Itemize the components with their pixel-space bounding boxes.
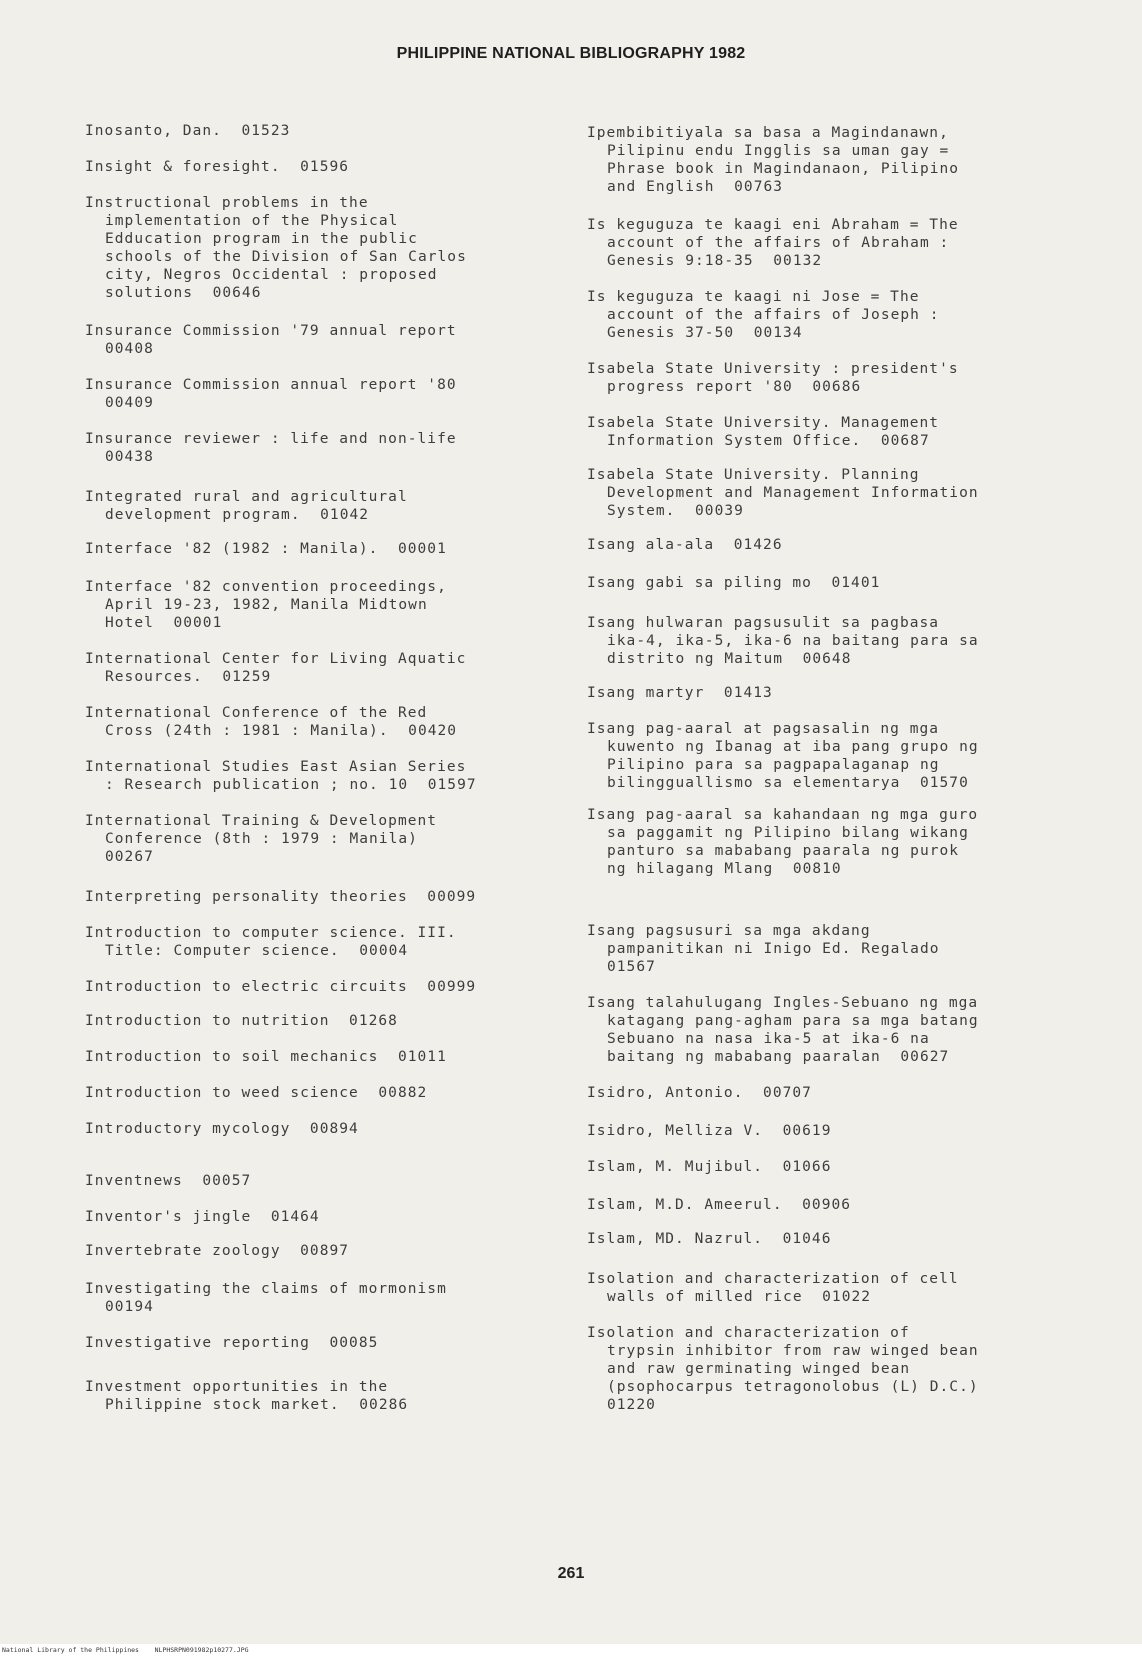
entry-continuation-line: 01567 <box>607 959 656 975</box>
entry-heading-line: Instructional problems in the <box>85 195 369 211</box>
entry-heading-line: Isidro, Antonio. 00707 <box>587 1085 812 1101</box>
entry-heading-line: Inventnews 00057 <box>85 1173 252 1189</box>
bibliography-entry <box>85 122 555 140</box>
bibliography-entry <box>587 1324 1057 1414</box>
bibliography-entry <box>85 1172 555 1190</box>
bibliography-entry <box>587 720 1057 792</box>
entry-heading-line: International Center for Living Aquatic <box>85 651 467 667</box>
entry-heading-line: Isang pag-aaral sa kahandaan ng mga guro <box>587 807 979 823</box>
entry-continuation-line: schools of the Division of San Carlos <box>105 249 467 265</box>
entry-continuation-line: pampanitikan ni Inigo Ed. Regalado <box>607 941 940 957</box>
entry-continuation-line: sa paggamit ng Pilipino bilang wikang <box>607 825 969 841</box>
entry-continuation-line: and raw germinating winged bean <box>607 1361 911 1377</box>
bibliography-entry <box>587 124 1057 196</box>
entry-heading-line: Inventor's jingle 01464 <box>85 1209 320 1225</box>
entry-heading-line: Islam, M.D. Ameerul. 00906 <box>587 1197 852 1213</box>
entry-continuation-line: solutions 00646 <box>105 285 262 301</box>
entry-continuation-line: and English 00763 <box>607 179 784 195</box>
bibliography-entry <box>85 1242 555 1260</box>
bibliography-entry <box>587 1122 1057 1140</box>
entry-continuation-line: ika-4, ika-5, ika-6 na baitang para sa <box>607 633 979 649</box>
bibliography-entry <box>85 1378 555 1414</box>
entry-continuation-line: 00438 <box>105 449 154 465</box>
bibliography-entry <box>85 1084 555 1102</box>
bibliography-entry <box>587 1230 1057 1248</box>
entry-heading-line: Investigating the claims of mormonism <box>85 1281 447 1297</box>
entry-continuation-line: Title: Computer science. 00004 <box>105 943 409 959</box>
entry-continuation-line: Hotel 00001 <box>105 615 223 631</box>
bibliography-entry <box>587 684 1057 702</box>
entry-heading-line: Insurance Commission annual report '80 <box>85 377 457 393</box>
entry-heading-line: Investment opportunities in the <box>85 1379 389 1395</box>
bibliography-entry <box>85 978 555 996</box>
entry-heading-line: Insurance reviewer : life and non-life <box>85 431 457 447</box>
bibliography-entry <box>85 924 555 960</box>
entry-continuation-line: (psophocarpus tetragonolobus (L) D.C.) <box>607 1379 979 1395</box>
entry-continuation-line: distrito ng Maitum 00648 <box>607 651 852 667</box>
bibliography-entry <box>587 414 1057 450</box>
entry-continuation-line: development program. 01042 <box>105 507 370 523</box>
entry-continuation-line: 00408 <box>105 341 154 357</box>
bibliography-entry <box>85 1280 555 1316</box>
entry-continuation-line: Information System Office. 00687 <box>607 433 930 449</box>
bibliography-entry <box>85 158 555 176</box>
entry-heading-line: Isidro, Melliza V. 00619 <box>587 1123 832 1139</box>
entry-continuation-line: walls of milled rice 01022 <box>607 1289 872 1305</box>
bibliography-entry <box>587 536 1057 554</box>
entry-continuation-line: Cross (24th : 1981 : Manila). 00420 <box>105 723 458 739</box>
entry-continuation-line: account of the affairs of Joseph : <box>607 307 940 323</box>
entry-heading-line: Invertebrate zoology 00897 <box>85 1243 350 1259</box>
bibliography-entry <box>85 430 555 466</box>
entry-continuation-line: implementation of the Physical <box>105 213 399 229</box>
entry-heading-line: International Studies East Asian Series <box>85 759 467 775</box>
entry-continuation-line: Edducation program in the public <box>105 231 418 247</box>
entry-continuation-line: katagang pang-agham para sa mga batang <box>607 1013 979 1029</box>
entry-heading-line: Isang martyr 01413 <box>587 685 773 701</box>
entry-heading-line: Ipembibitiyala sa basa a Magindanawn, <box>587 125 949 141</box>
page-title: PHILIPPINE NATIONAL BIBLIOGRAPHY 1982 <box>396 45 746 62</box>
entry-heading-line: Interface '82 convention proceedings, <box>85 579 447 595</box>
bibliography-entry <box>587 574 1057 592</box>
entry-heading-line: Insight & foresight. 01596 <box>85 159 350 175</box>
entry-heading-line: International Training & Development <box>85 813 438 829</box>
entry-heading-line: Insurance Commission '79 annual report <box>85 323 457 339</box>
entry-continuation-line: progress report '80 00686 <box>607 379 862 395</box>
entry-heading-line: Islam, M. Mujibul. 01066 <box>587 1159 832 1175</box>
bibliography-entry <box>85 194 555 302</box>
entry-continuation-line: bilingguallismo sa elementarya 01570 <box>607 775 969 791</box>
bibliography-entry <box>587 1158 1057 1176</box>
entry-heading-line: Is keguguza te kaagi eni Abraham = The <box>587 217 959 233</box>
bibliography-entry <box>85 540 555 558</box>
bibliography-entry <box>85 758 555 794</box>
entry-heading-line: Isang hulwaran pagsusulit sa pagbasa <box>587 615 940 631</box>
entry-continuation-line: Pilipino para sa pagpapalaganap ng <box>607 757 940 773</box>
entry-heading-line: Introductory mycology 00894 <box>85 1121 359 1137</box>
entry-continuation-line: Sebuano na nasa ika-5 at ika-6 na <box>607 1031 930 1047</box>
bibliography-entry <box>85 1208 555 1226</box>
entry-heading-line: Interpreting personality theories 00099 <box>85 889 477 905</box>
entry-heading-line: Introduction to nutrition 01268 <box>85 1013 398 1029</box>
bibliography-entry <box>587 1196 1057 1214</box>
entry-continuation-line: Resources. 01259 <box>105 669 272 685</box>
bibliography-entry <box>587 806 1057 878</box>
bibliography-entry <box>85 578 555 632</box>
entry-continuation-line: 00194 <box>105 1299 154 1315</box>
entry-continuation-line: System. 00039 <box>607 503 744 519</box>
entry-continuation-line: : Research publication ; no. 10 01597 <box>105 777 477 793</box>
entry-heading-line: Is keguguza te kaagi ni Jose = The <box>587 289 920 305</box>
bibliography-entry <box>85 488 555 524</box>
entry-heading-line: Introduction to computer science. III. <box>85 925 457 941</box>
bibliography-entry <box>587 614 1057 668</box>
entry-heading-line: Isang ala-ala 01426 <box>587 537 783 553</box>
entry-continuation-line: Conference (8th : 1979 : Manila) <box>105 831 418 847</box>
entry-heading-line: Isolation and characterization of <box>587 1325 910 1341</box>
entry-continuation-line: April 19-23, 1982, Manila Midtown <box>105 597 428 613</box>
entry-continuation-line: Pilipinu endu Ingglis sa uman gay = <box>607 143 950 159</box>
bibliography-entry <box>587 1270 1057 1306</box>
bibliography-entry <box>587 288 1057 342</box>
entry-heading-line: Inosanto, Dan. 01523 <box>85 123 291 139</box>
page-number: 261 <box>557 1565 585 1582</box>
entry-heading-line: Introduction to electric circuits 00999 <box>85 979 477 995</box>
entry-heading-line: Isang gabi sa piling mo 01401 <box>587 575 881 591</box>
entry-heading-line: Investigative reporting 00085 <box>85 1335 379 1351</box>
entry-heading-line: Introduction to weed science 00882 <box>85 1085 428 1101</box>
entry-continuation-line: Genesis 37-50 00134 <box>607 325 803 341</box>
entry-heading-line: Isabela State University. Planning <box>587 467 920 483</box>
entry-continuation-line: Development and Management Information <box>607 485 979 501</box>
entry-continuation-line: Philippine stock market. 00286 <box>105 1397 409 1413</box>
bibliography-entry <box>587 1084 1057 1102</box>
bibliography-entry <box>85 322 555 358</box>
entry-continuation-line: city, Negros Occidental : proposed <box>105 267 438 283</box>
bibliography-entry <box>85 1120 555 1138</box>
entry-heading-line: Isolation and characterization of cell <box>587 1271 959 1287</box>
entry-continuation-line: Genesis 9:18-35 00132 <box>607 253 823 269</box>
entry-heading-line: Interface '82 (1982 : Manila). 00001 <box>85 541 447 557</box>
entry-heading-line: Integrated rural and agricultural <box>85 489 408 505</box>
bibliography-entry <box>587 360 1057 396</box>
bibliography-entry <box>587 922 1057 976</box>
entry-heading-line: Isabela State University : president's <box>587 361 959 377</box>
entry-heading-line: Isang talahulugang Ingles-Sebuano ng mga <box>587 995 979 1011</box>
entry-heading-line: International Conference of the Red <box>85 705 428 721</box>
entry-heading-line: Isang pagsusuri sa mga akdang <box>587 923 871 939</box>
entry-continuation-line: Phrase book in Magindanaon, Pilipino <box>607 161 960 177</box>
bibliography-entry <box>85 1012 555 1030</box>
bibliography-entry <box>85 376 555 412</box>
entry-continuation-line: account of the affairs of Abraham : <box>607 235 950 251</box>
entry-heading-line: Islam, MD. Nazrul. 01046 <box>587 1231 832 1247</box>
entry-continuation-line: 00409 <box>105 395 154 411</box>
entry-continuation-line: ng hilagang Mlang 00810 <box>607 861 842 877</box>
entry-heading-line: Isabela State University. Management <box>587 415 940 431</box>
entry-continuation-line: panturo sa mababang paarala ng purok <box>607 843 960 859</box>
entry-heading-line: Isang pag-aaral at pagsasalin ng mga <box>587 721 940 737</box>
bibliography-entry <box>85 1334 555 1352</box>
scan-credit: National Library of the Philippines NLPHSRPN091982p10277.JPG <box>2 1646 249 1654</box>
bibliography-entry <box>85 888 555 906</box>
bibliography-entry <box>587 466 1057 520</box>
bibliography-entry <box>85 704 555 740</box>
entry-continuation-line: trypsin inhibitor from raw winged bean <box>607 1343 979 1359</box>
bibliography-entry <box>587 216 1057 270</box>
entry-continuation-line: 00267 <box>105 849 154 865</box>
entry-continuation-line: kuwento ng Ibanag at iba pang grupo ng <box>607 739 979 755</box>
bibliography-entry <box>85 650 555 686</box>
entry-continuation-line: 01220 <box>607 1397 656 1413</box>
entry-heading-line: Introduction to soil mechanics 01011 <box>85 1049 447 1065</box>
entry-continuation-line: baitang ng mababang paaralan 00627 <box>607 1049 950 1065</box>
bibliography-entry <box>85 1048 555 1066</box>
bibliography-entry <box>587 994 1057 1066</box>
bibliography-entry <box>85 812 555 866</box>
